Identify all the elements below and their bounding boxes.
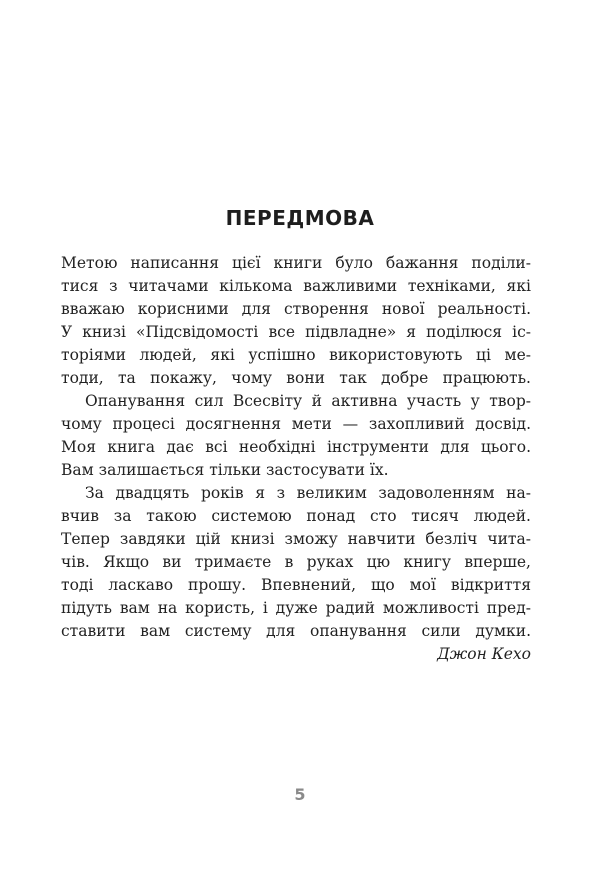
text-line: чому процесі досягнення мети — захопливий досвід. <box>61 415 531 433</box>
text-line: Тепер завдяки цій книзі зможу навчити безліч чита- <box>61 530 531 548</box>
text-line: Опанування сил Всесвіту й активна участь у твор- <box>85 392 531 410</box>
text-line: тоди, та покажу, чому вони так добре працюють. <box>61 369 531 387</box>
text-line: тися з читачами кількома важливими техніками, які <box>61 277 531 295</box>
page-number: 5 <box>294 785 306 804</box>
page-title: ПЕРЕДМОВА <box>225 206 375 230</box>
text-line: Моя книга дає всі необхідні інструменти для цього. <box>61 438 531 456</box>
text-line: Метою написання цієї книги було бажання поділи- <box>61 254 531 272</box>
text-line: підуть вам на користь, і дуже радий можливості пред- <box>61 599 531 617</box>
text-line: У книзі «Підсвідомості все підвладне» я поділюся іс- <box>61 323 531 341</box>
text-line: вчив за такою системою понад сто тисяч людей. <box>61 507 531 525</box>
paragraph-3 <box>61 482 531 643</box>
text-line: тоді ласкаво прошу. Впевнений, що мої відкриття <box>61 576 531 594</box>
author-signature: Джон Кехо <box>437 645 531 663</box>
paragraph-1 <box>61 252 531 390</box>
text-line: ставити вам систему для опанування сили думки. <box>61 622 531 640</box>
text-line: чів. Якщо ви тримаєте в руках цю книгу вперше, <box>61 553 531 571</box>
text-line: За двадцять років я з великим задоволенням на- <box>85 484 531 502</box>
text-line: вважаю корисними для створення нової реальності. <box>61 300 531 318</box>
paragraph-2 <box>61 390 531 482</box>
text-line: торіями людей, які успішно використовують ці ме- <box>61 346 531 364</box>
preface-text <box>61 252 531 666</box>
text-line: Вам залишається тільки застосувати їх. <box>61 461 389 479</box>
